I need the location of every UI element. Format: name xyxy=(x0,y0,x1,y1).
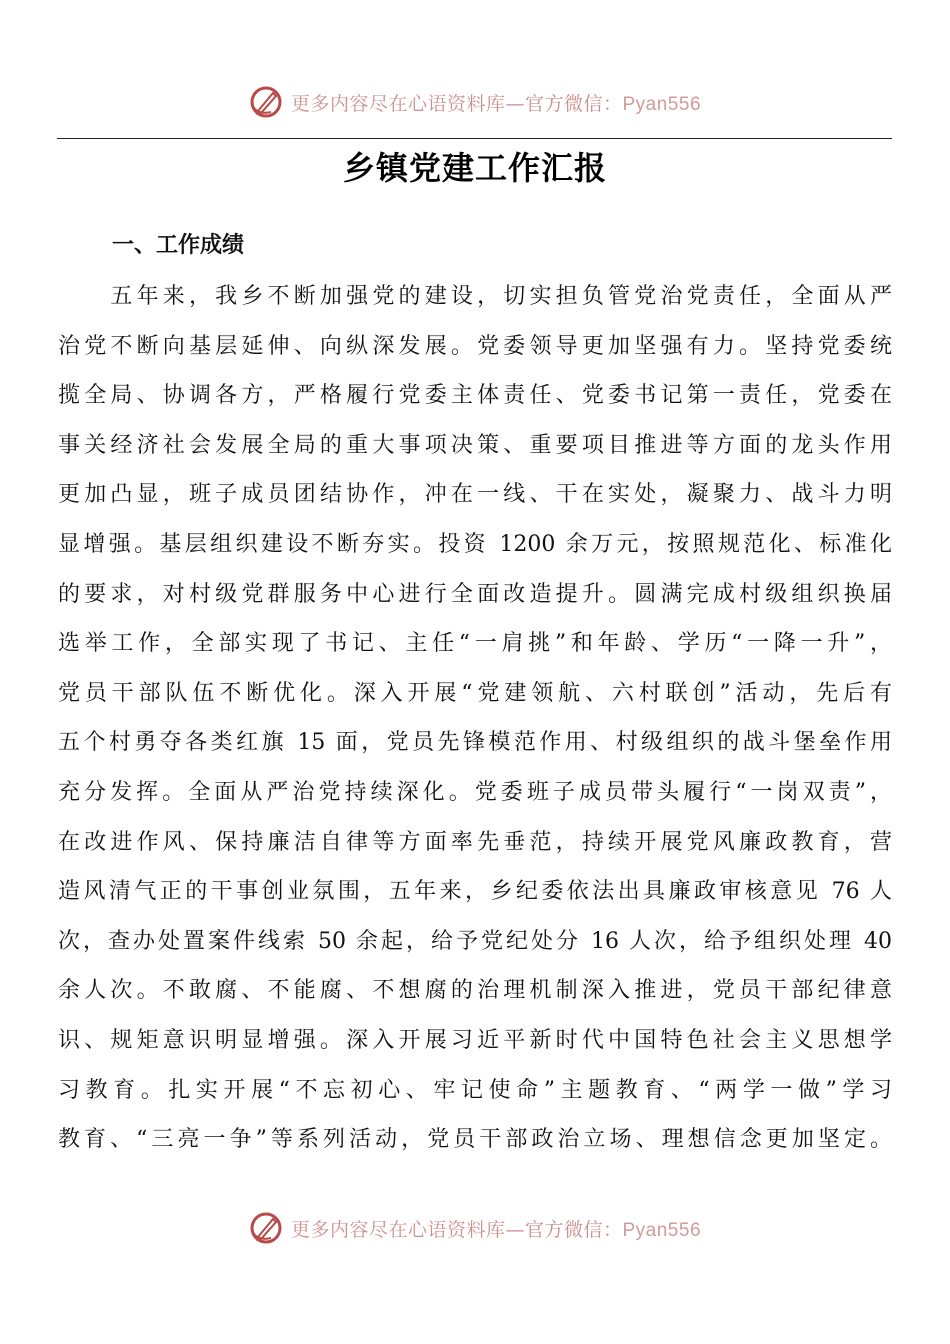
watermark-wechat-id: Pyan556 xyxy=(622,1219,702,1241)
watermark-text xyxy=(291,89,701,116)
pen-logo-icon xyxy=(249,1211,283,1245)
paragraph-line: 党员干部队伍不断优化。深入开展“党建领航、六村联创”活动，先后有 xyxy=(58,680,892,706)
paragraph-line: 次，查办处置案件线索 50 余起，给予党纪处分 16 人次，给予组织处理 40 xyxy=(58,928,892,954)
document-title: 乡镇党建工作汇报 xyxy=(342,149,607,187)
watermark-dash: — xyxy=(505,92,525,115)
watermark-text xyxy=(291,1215,701,1242)
paragraph-line: 五年来，我乡不断加强党的建设，切实担负管党治党责任，全面从严 xyxy=(58,284,892,309)
paragraph-line: 事关经济社会发展全局的重大事项决策、重要项目推进等方面的龙头作用 xyxy=(58,432,892,458)
watermark-dash: — xyxy=(505,1218,525,1241)
paragraph-line: 更加凸显，班子成员团结协作，冲在一线、干在实处，凝聚力、战斗力明 xyxy=(58,482,892,508)
paragraph-line: 识、规矩意识明显增强。深入开展习近平新时代中国特色社会主义思想学 xyxy=(58,1027,892,1053)
watermark-wechat-id: Pyan556 xyxy=(622,93,702,115)
paragraph-line: 五个村勇夺各类红旗 15 面，党员先锋模范作用、村级组织的战斗堡垒作用 xyxy=(58,730,892,756)
paragraph-line: 选举工作，全部实现了书记、主任“一肩挑”和年龄、学历“一降一升”， xyxy=(58,631,892,657)
watermark-footer xyxy=(0,1208,950,1248)
watermark-header xyxy=(0,82,950,122)
section-heading: 一、工作成绩 xyxy=(112,233,245,258)
paragraph-line: 显增强。基层组织建设不断夯实。投资 1200 余万元，按照规范化、标准化 xyxy=(58,531,892,557)
body-paragraph xyxy=(58,272,892,1165)
watermark-tail: 官方微信： xyxy=(524,92,623,115)
paragraph-line: 充分发挥。全面从严治党持续深化。党委班子成员带头履行“一岗双责”， xyxy=(58,779,892,805)
paragraph-line: 造风清气正的干事创业氛围，五年来，乡纪委依法出具廉政审核意见 76 人 xyxy=(58,879,892,905)
pen-logo-icon xyxy=(249,85,283,119)
paragraph-line: 治党不断向基层延伸、向纵深发展。党委领导更加坚强有力。坚持党委统 xyxy=(58,333,892,359)
watermark-brand: 更多内容尽在心语资料库 xyxy=(290,92,506,115)
paragraph-line: 揽全局、协调各方，严格履行党委主体责任、党委书记第一责任，党委在 xyxy=(58,383,892,409)
watermark-tail: 官方微信： xyxy=(524,1218,623,1241)
paragraph-line: 的要求，对村级党群服务中心进行全面改造提升。圆满完成村级组织换届 xyxy=(58,581,892,607)
header-divider xyxy=(57,138,892,139)
paragraph-line: 余人次。不敢腐、不能腐、不想腐的治理机制深入推进，党员干部纪律意 xyxy=(58,978,892,1004)
paragraph-line: 习教育。扎实开展“不忘初心、牢记使命”主题教育、“两学一做”学习 xyxy=(58,1077,892,1103)
watermark-brand: 更多内容尽在心语资料库 xyxy=(290,1218,506,1241)
paragraph-line: 教育、“三亮一争”等系列活动，党员干部政治立场、理想信念更加坚定。 xyxy=(58,1127,892,1153)
paragraph-line: 在改进作风、保持廉洁自律等方面率先垂范，持续开展党风廉政教育，营 xyxy=(58,829,892,855)
